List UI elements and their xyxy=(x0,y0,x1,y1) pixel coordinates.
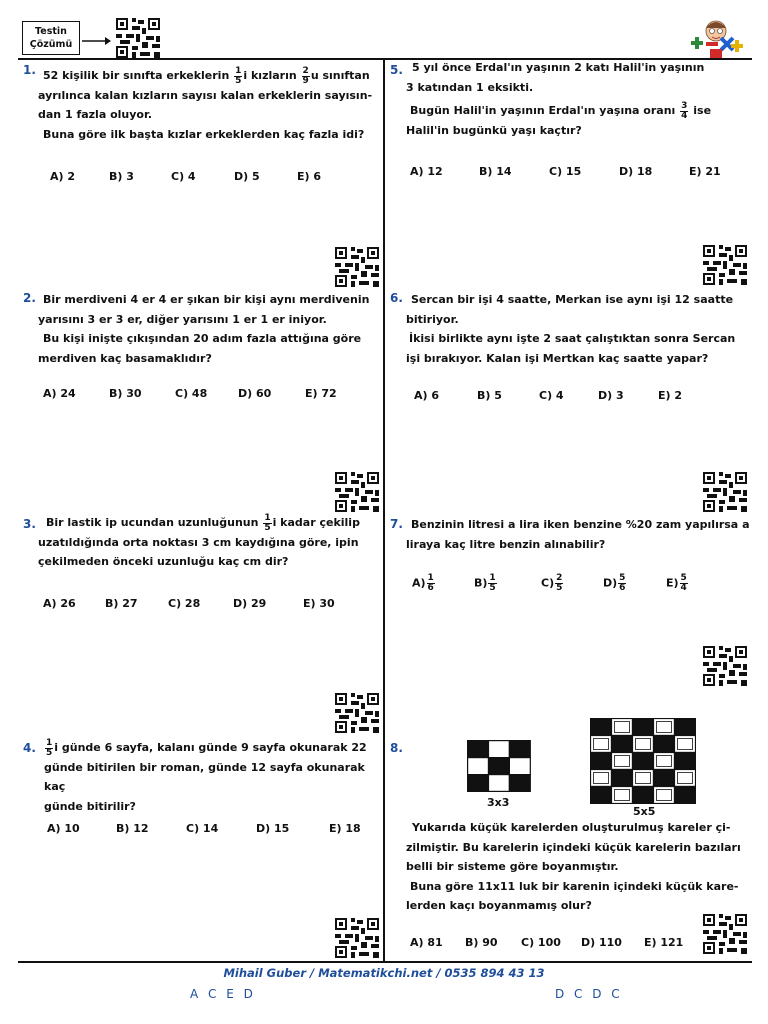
grid-3x3-figure xyxy=(467,740,531,792)
text-line: Bugün Halil'in yaşının Erdal'ın yaşına oranı xyxy=(410,104,676,117)
math-mascot-logo xyxy=(688,16,744,62)
text-line: lerden kaçı boyanmamış olur? xyxy=(406,899,592,912)
option-a[interactable]: A) 81 xyxy=(410,936,443,949)
question-4-text xyxy=(38,738,378,816)
text-line: Benzinin litresi a lira iken benzine %20 zam yapılırsa a xyxy=(411,518,750,531)
grid-small-label: 3x3 xyxy=(487,796,510,809)
question-number: 1. xyxy=(23,63,36,77)
answer-key-left: A C E D xyxy=(190,987,256,1001)
text-line: bitiriyor. xyxy=(406,312,459,326)
fraction: $\frac{3}{4}$ xyxy=(681,100,688,121)
qr-code-icon[interactable] xyxy=(116,18,160,58)
grid-cell xyxy=(675,787,696,804)
option-e[interactable]: E) 121 xyxy=(644,936,684,949)
option-b[interactable]: B) 27 xyxy=(105,597,138,610)
grid-cell xyxy=(654,736,675,753)
qr-code-icon[interactable] xyxy=(703,646,747,686)
answer-key-right: D C D C xyxy=(555,987,623,1001)
question-number: 3. xyxy=(23,517,36,531)
text-line: Halil'in bugünkü yaşı kaçtır? xyxy=(406,123,582,137)
answer-options xyxy=(412,574,689,593)
text-line: 5 yıl önce Erdal'ın yaşının 2 katı Halil'in yaşının xyxy=(412,61,705,74)
option-c[interactable]: C) 4 xyxy=(171,170,196,183)
footer-rule xyxy=(18,961,752,963)
option-a[interactable]: A) 26 xyxy=(43,597,76,610)
option-b[interactable]: B) 30 xyxy=(109,387,142,400)
option-c[interactable]: C) $\frac{2}{5}$ xyxy=(541,573,563,593)
option-e[interactable]: E) 30 xyxy=(303,597,335,610)
option-a[interactable]: A) 2 xyxy=(50,170,76,183)
answer-options xyxy=(410,936,683,949)
text-line: yarısını 3 er 3 er, diğer yarısını 1 er 1 er iniyor. xyxy=(38,312,327,326)
qr-code-icon[interactable] xyxy=(703,245,747,285)
text-line: 52 kişilik bir sınıfta erkeklerin xyxy=(43,69,230,82)
option-a[interactable]: A) 10 xyxy=(47,822,80,835)
option-a[interactable]: A) $\frac{1}{6}$ xyxy=(412,573,434,593)
text-line: merdiven kaç basamaklıdır? xyxy=(38,351,212,365)
column-divider xyxy=(383,58,385,962)
text-line: Sercan bir işi 4 saatte, Merkan ise aynı işi 12 saatte xyxy=(411,293,734,306)
option-d[interactable]: D) 60 xyxy=(238,387,272,400)
answer-options xyxy=(43,387,337,400)
text-line: günde bitirilen bir roman, günde 12 sayfa okunarak kaç xyxy=(44,760,365,793)
qr-code-icon[interactable] xyxy=(335,247,379,287)
option-a[interactable]: A) 12 xyxy=(410,165,443,178)
option-c[interactable]: C) 28 xyxy=(168,597,201,610)
arrow-right-icon xyxy=(82,36,112,46)
option-d[interactable]: D) $\frac{5}{6}$ xyxy=(603,573,626,593)
qr-code-icon[interactable] xyxy=(335,918,379,958)
grid-cell xyxy=(591,753,612,770)
option-d[interactable]: D) 5 xyxy=(234,170,260,183)
text-line: u sınıftan xyxy=(310,69,370,82)
grid-cell xyxy=(591,719,612,736)
grid-cell xyxy=(612,770,633,787)
question-1-text xyxy=(38,66,378,144)
qr-code-icon[interactable] xyxy=(703,472,747,512)
grid-large-label: 5x5 xyxy=(633,805,656,818)
option-e[interactable]: E) 6 xyxy=(297,170,322,183)
option-e[interactable]: E) 2 xyxy=(658,389,683,402)
text-line: Yukarıda küçük karelerden oluşturulmuş kareler çi- xyxy=(412,821,731,834)
answer-options xyxy=(410,165,721,178)
question-3-text xyxy=(38,513,378,572)
question-2-text xyxy=(38,290,378,368)
text-line: Bir merdiveni 4 er 4 er şıkan bir kişi aynı merdivenin xyxy=(43,293,370,306)
qr-code-icon[interactable] xyxy=(703,914,747,954)
fraction: $\frac{1}{5}$ xyxy=(264,512,271,533)
text-line: dan 1 fazla oluyor. xyxy=(38,108,152,121)
grid-cell xyxy=(633,719,654,736)
fraction: $\frac{2}{9}$ xyxy=(302,65,309,86)
option-b[interactable]: B) 90 xyxy=(465,936,498,949)
question-6-text xyxy=(406,290,756,368)
option-d[interactable]: D) 18 xyxy=(619,165,653,178)
answer-options xyxy=(414,389,682,402)
text-line: zilmiştir. Bu karelerin içindeki küçük karelerin bazıları xyxy=(406,840,741,854)
text-line: ayrılınca kalan kızların sayısı kalan erkeklerin sayısın- xyxy=(38,88,373,102)
solution-box[interactable]: Testin Çözümü xyxy=(22,21,80,55)
option-e[interactable]: E) 72 xyxy=(305,387,337,400)
option-b[interactable]: B) 3 xyxy=(109,170,134,183)
option-c[interactable]: C) 4 xyxy=(539,389,564,402)
text-line: Bir lastik ip ucundan uzunluğunun xyxy=(46,516,259,529)
text-line: Buna göre 11x11 luk bir karenin içindeki küçük kare- xyxy=(410,879,739,893)
footer-credit: Mihail Guber / Matematikchi.net / 0535 894 43 13 xyxy=(223,966,545,980)
text-line: günde bitirilir? xyxy=(44,799,136,813)
question-number: 4. xyxy=(23,741,36,755)
text-line: i kızların xyxy=(243,69,297,82)
option-c[interactable]: C) 14 xyxy=(186,822,219,835)
grid-cell xyxy=(612,736,633,753)
grid-cell xyxy=(675,719,696,736)
text-line: işi bırakıyor. Kalan işi Mertkan kaç saatte yapar? xyxy=(406,351,709,365)
option-a[interactable]: A) 24 xyxy=(43,387,76,400)
option-b[interactable]: B) 5 xyxy=(477,389,502,402)
option-e[interactable]: E) 21 xyxy=(689,165,721,178)
option-d[interactable]: D) 3 xyxy=(598,389,624,402)
grid-5x5-figure xyxy=(590,718,696,804)
option-b[interactable]: B) 14 xyxy=(479,165,512,178)
text-line: i kadar çekilip xyxy=(272,516,360,529)
option-e[interactable]: E) 18 xyxy=(329,822,361,835)
question-number: 8. xyxy=(390,741,403,755)
answer-options xyxy=(43,597,335,610)
qr-code-icon[interactable] xyxy=(335,472,379,512)
text-line: Buna göre ilk başta kızlar erkeklerden kaç fazla idi? xyxy=(43,127,365,141)
text-line: liraya kaç litre benzin alınabilir? xyxy=(406,537,606,551)
option-d[interactable]: D) 15 xyxy=(256,822,290,835)
option-d[interactable]: D) 110 xyxy=(581,936,622,949)
text-line: 3 katından 1 eksikti. xyxy=(406,80,534,94)
question-number: 2. xyxy=(23,291,36,305)
option-c[interactable]: C) 100 xyxy=(521,936,561,949)
text-line: belli bir sisteme göre boyanmıştır. xyxy=(406,860,619,873)
fraction: $\frac{1}{5}$ xyxy=(235,65,242,86)
option-e[interactable]: E) $\frac{5}{4}$ xyxy=(666,573,687,593)
question-8-text xyxy=(406,818,756,916)
qr-code-icon[interactable] xyxy=(335,693,379,733)
question-5-text xyxy=(406,58,756,140)
question-number: 6. xyxy=(390,291,403,305)
option-d[interactable]: D) 29 xyxy=(233,597,267,610)
answer-options xyxy=(47,822,361,835)
grid-cell xyxy=(633,787,654,804)
option-c[interactable]: C) 15 xyxy=(549,165,582,178)
question-number: 7. xyxy=(390,517,403,531)
text-line: İkisi birlikte aynı işte 2 saat çalıştıktan sonra Sercan xyxy=(409,332,736,345)
question-number: 5. xyxy=(390,63,403,77)
text-line: ise xyxy=(693,104,712,117)
grid-cell xyxy=(633,753,654,770)
option-b[interactable]: B) $\frac{1}{5}$ xyxy=(474,573,496,593)
question-7-text xyxy=(406,515,756,554)
option-c[interactable]: C) 48 xyxy=(175,387,208,400)
text-line: uzatıldığında orta noktası 3 cm kaydığına göre, ipin xyxy=(38,535,359,549)
text-line: çekilmeden önceki uzunluğu kaç cm dir? xyxy=(38,555,289,568)
grid-cell xyxy=(675,753,696,770)
text-line: Bu kişi inişte çıkışından 20 adım fazla attığına göre xyxy=(43,332,362,345)
text-line: i günde 6 sayfa, kalanı günde 9 sayfa okunarak 22 xyxy=(54,741,367,754)
option-a[interactable]: A) 6 xyxy=(414,389,440,402)
fraction: $\frac{1}{5}$ xyxy=(46,737,53,758)
grid-cell xyxy=(654,770,675,787)
grid-cell xyxy=(591,787,612,804)
option-b[interactable]: B) 12 xyxy=(116,822,149,835)
answer-options xyxy=(50,170,321,183)
